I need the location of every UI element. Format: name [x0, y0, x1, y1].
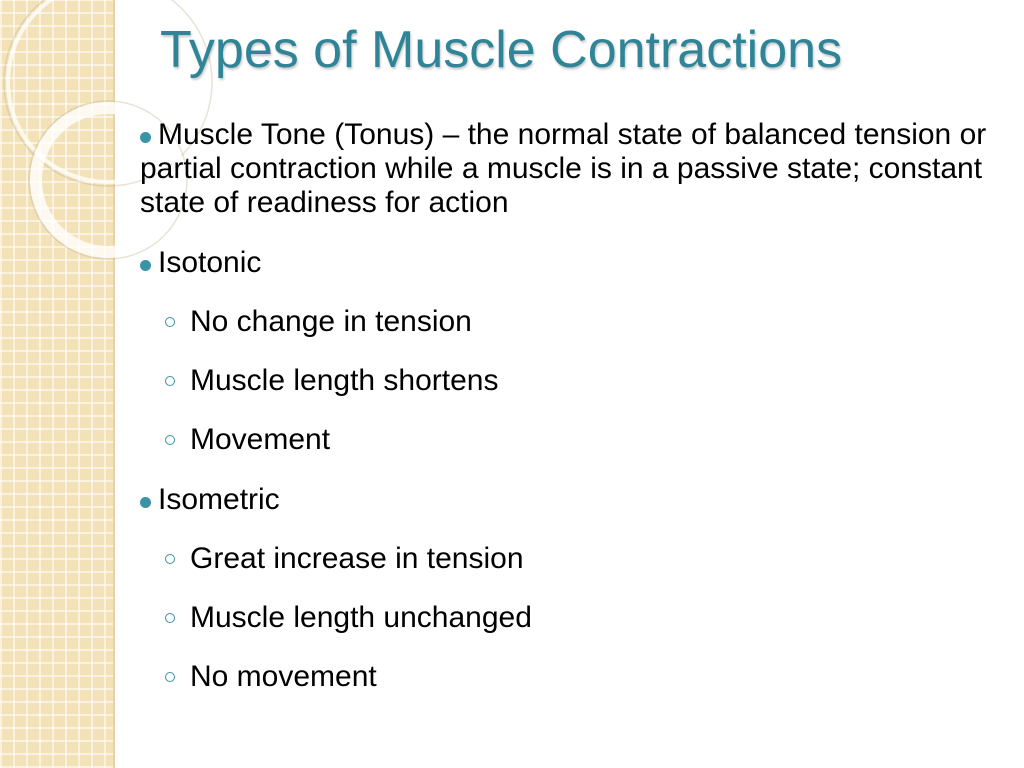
slide-content	[140, 118, 1000, 694]
sub-bullet-text: Muscle length unchanged	[190, 601, 532, 634]
sub-bullet-ring	[165, 672, 175, 682]
sub-bullet-muscle-length-shortens	[140, 364, 1000, 398]
sub-bullet-movement	[140, 423, 1000, 457]
sub-bullet-great-increase-in-tension	[140, 542, 1000, 576]
sub-bullet-ring	[165, 317, 175, 327]
bullet-isotonic	[140, 246, 1000, 280]
bullet-dot	[140, 260, 151, 271]
sub-bullet-ring	[165, 613, 175, 623]
decorative-rings	[0, 0, 160, 260]
sub-bullet-text: Great increase in tension	[190, 542, 524, 575]
bullet-dot	[140, 132, 151, 143]
sub-bullet-no-change-in-tension	[140, 305, 1000, 339]
slide-title: Types of Muscle Contractions	[160, 21, 843, 79]
sub-bullet-ring	[165, 376, 175, 386]
bullet-isometric	[140, 483, 1000, 517]
sub-bullet-muscle-length-unchanged	[140, 601, 1000, 635]
bullet-muscle-tone	[140, 118, 1000, 220]
sub-bullet-text: Movement	[190, 423, 331, 456]
sub-bullet-text: Muscle length shortens	[190, 364, 499, 397]
sub-bullet-no-movement	[140, 660, 1000, 694]
bullet-dot	[140, 497, 151, 508]
sub-bullet-ring	[165, 554, 175, 564]
bullet-text: Muscle Tone (Tonus) – the normal state of balanced tension or partial contraction while a muscle is in a passive state; constant state of readiness for action	[140, 118, 987, 219]
sub-bullet-ring	[165, 435, 175, 445]
bullet-text: Isotonic	[158, 246, 262, 279]
bullet-text: Isometric	[158, 483, 280, 516]
sub-bullet-text: No movement	[190, 660, 377, 693]
sub-bullet-text: No change in tension	[190, 305, 472, 338]
